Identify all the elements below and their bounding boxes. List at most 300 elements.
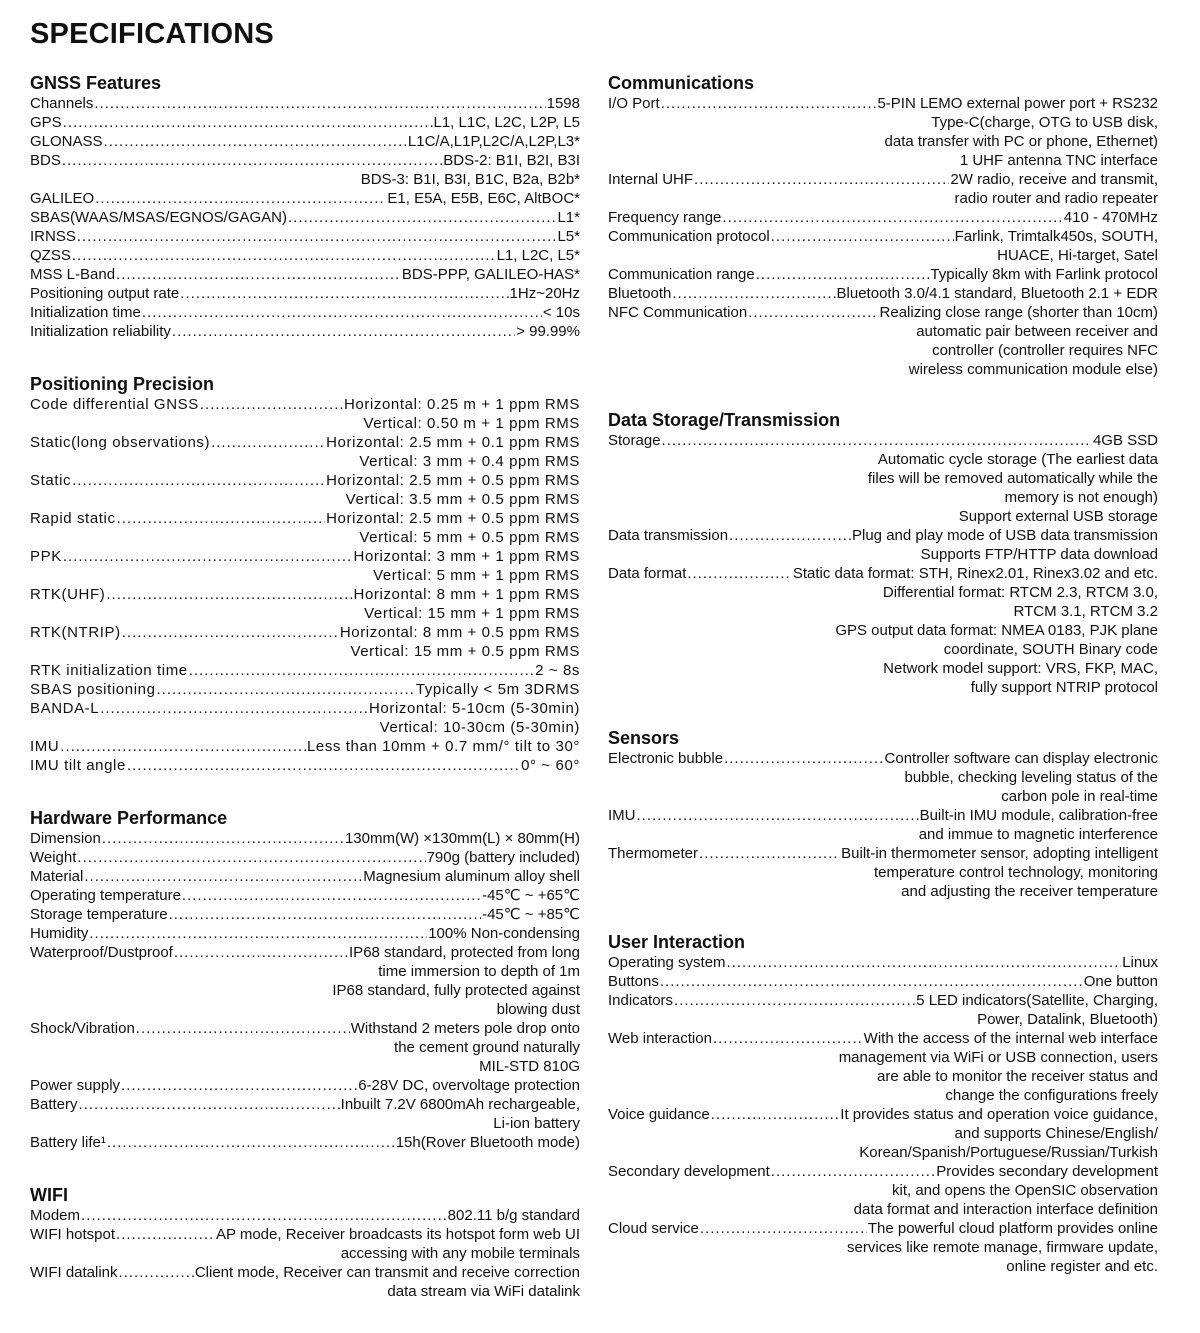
spec-label: MSS L-Band (30, 266, 116, 283)
dot-leader (94, 94, 545, 113)
spec-label: Initialization reliability (30, 323, 171, 340)
spec-value-continued: Vertical: 5 mm + 1 ppm RMS (373, 567, 580, 584)
dot-leader (748, 303, 878, 322)
spec-label: Channels (30, 95, 94, 112)
section-heading: GNSS Features (30, 73, 162, 93)
spec-communication-range (608, 265, 1158, 284)
spec-bds (30, 151, 580, 189)
spec-dimension (30, 829, 580, 848)
spec-value-continued: Differential format: RTCM 2.3, RTCM 3.0, (882, 584, 1158, 601)
spec-label: Battery (30, 1096, 78, 1113)
spec-humidity (30, 924, 580, 943)
dot-leader (102, 829, 344, 848)
spec-value-continued: Support external USB storage (958, 508, 1158, 525)
spec-value: Client mode, Receiver can transmit and receive correction (194, 1264, 580, 1281)
spec-static-long-observations (30, 433, 580, 471)
spec-label: Internal UHF (608, 171, 694, 188)
spec-web-interaction (608, 1029, 1158, 1105)
spec-value-continued: GPS output data format: NMEA 0183, PJK plane (835, 622, 1158, 639)
spec-label: RTK(UHF) (30, 586, 106, 603)
dot-leader (288, 208, 556, 227)
spec-value-continued: carbon pole in real-time (1001, 788, 1158, 805)
dot-leader (106, 585, 352, 604)
spec-value: One button (1083, 973, 1158, 990)
spec-value-continued: the cement ground naturally (394, 1039, 580, 1056)
spec-value-continued: Vertical: 15 mm + 0.5 ppm RMS (350, 643, 580, 660)
spec-label: Electronic bubble (608, 750, 724, 767)
spec-value-continued: kit, and opens the OpenSIC observation (891, 1182, 1158, 1199)
spec-label: Thermometer (608, 845, 699, 862)
spec-code-differential-gnss (30, 395, 580, 433)
section-user-interaction (608, 931, 1158, 1276)
spec-nfc-communication (608, 303, 1158, 379)
spec-i-o-port (608, 94, 1158, 170)
spec-value: 5-PIN LEMO external power port + RS232 (877, 95, 1158, 112)
spec-label: Waterproof/Dustproof (30, 944, 173, 961)
spec-value: Horizontal: 0.25 m + 1 ppm RMS (343, 396, 580, 413)
spec-value-continued: 1 UHF antenna TNC interface (959, 152, 1158, 169)
spec-indicators (608, 991, 1158, 1029)
spec-value: L1C/A,L1P,L2C/A,L2P,L3* (407, 133, 580, 150)
spec-cloud-service (608, 1219, 1158, 1276)
page-title: SPECIFICATIONS (30, 18, 274, 50)
spec-label: Secondary development (608, 1163, 770, 1180)
spec-label: Initialization time (30, 304, 141, 321)
spec-value: BDS-PPP, GALILEO-HAS* (401, 266, 580, 283)
dot-leader (72, 246, 496, 265)
dot-leader (660, 972, 1083, 991)
spec-value: Typically 8km with Farlink protocol (930, 266, 1158, 283)
spec-value: Built-in IMU module, calibration-free (919, 807, 1158, 824)
spec-value: BDS-2: B1I, B2I, B3I (443, 152, 580, 169)
spec-value: E1, E5A, E5B, E6C, AltBOC* (387, 190, 580, 207)
dot-leader (81, 1206, 447, 1225)
spec-gps (30, 113, 580, 132)
spec-value: 2 ~ 8s (535, 662, 580, 679)
spec-label: Cloud service (608, 1220, 699, 1237)
right-column (608, 72, 1158, 1306)
spec-label: Storage (608, 432, 661, 449)
dot-leader (107, 1133, 395, 1152)
spec-value-continued: Vertical: 15 mm + 1 ppm RMS (364, 605, 580, 622)
spec-label: Static(long observations) (30, 434, 211, 451)
spec-value: Realizing close range (shorter than 10cm) (879, 304, 1158, 321)
dot-leader (72, 471, 325, 490)
spec-bluetooth (608, 284, 1158, 303)
spec-label: IMU (608, 807, 636, 824)
spec-value: Horizontal: 2.5 mm + 0.1 ppm RMS (326, 434, 580, 451)
spec-value: Provides secondary development (936, 1163, 1158, 1180)
spec-value-continued: accessing with any mobile terminals (340, 1245, 580, 1262)
spec-value: Typically < 5m 3DRMS (415, 681, 580, 698)
section-heading: WIFI (30, 1185, 68, 1205)
spec-wifi-datalink (30, 1263, 580, 1301)
spec-mss-l-band (30, 265, 580, 284)
spec-storage-temperature (30, 905, 580, 924)
dot-leader (174, 943, 348, 962)
spec-value: 2W radio, receive and transmit, (950, 171, 1158, 188)
spec-value: Less than 10mm + 0.7 mm/° tilt to 30° (306, 738, 580, 755)
spec-value-continued: MIL-STD 810G (479, 1058, 580, 1075)
section-gnss-features (30, 72, 580, 341)
spec-ppk (30, 547, 580, 585)
spec-label: Static (30, 472, 72, 489)
spec-label: Web interaction (608, 1030, 712, 1047)
spec-imu (30, 737, 580, 756)
spec-data-transmission (608, 526, 1158, 564)
dot-leader (116, 1225, 215, 1244)
dot-leader (211, 433, 325, 452)
dot-leader (121, 1076, 357, 1095)
spec-value: L1, L2C, L5* (496, 247, 580, 264)
spec-value-continued: Supports FTP/HTTP data download (920, 546, 1158, 563)
spec-banda-l (30, 699, 580, 737)
spec-label: Buttons (608, 973, 659, 990)
spec-label: Communication range (608, 266, 755, 283)
spec-label: Frequency range (608, 209, 722, 226)
section-heading: Hardware Performance (30, 808, 228, 828)
dot-leader (172, 322, 515, 341)
spec-value: Bluetooth 3.0/4.1 standard, Bluetooth 2.1 + EDR (836, 285, 1158, 302)
spec-value: L1* (557, 209, 580, 226)
dot-leader (771, 227, 954, 246)
spec-label: Code differential GNSS (30, 396, 199, 413)
dot-leader (771, 1162, 935, 1181)
spec-value: Static data format: STH, Rinex2.01, Rinex3.02 and etc. (792, 565, 1158, 582)
spec-thermometer (608, 844, 1158, 901)
spec-label: Data format (608, 565, 687, 582)
spec-value: AP mode, Receiver broadcasts its hotspot form web UI (215, 1226, 580, 1243)
section-wifi (30, 1184, 580, 1301)
spec-value-continued: time immersion to depth of 1m (378, 963, 580, 980)
spec-value: 100% Non-condensing (428, 925, 580, 942)
dot-leader (711, 1105, 840, 1124)
dot-leader (119, 1263, 194, 1282)
spec-irnss (30, 227, 580, 246)
spec-frequency-range (608, 208, 1158, 227)
spec-label: Modem (30, 1207, 81, 1224)
spec-positioning-output-rate (30, 284, 580, 303)
spec-value-continued: Korean/Spanish/Portuguese/Russian/Turkish (859, 1144, 1158, 1161)
spec-value: 802.11 b/g standard (447, 1207, 580, 1224)
spec-rapid-static (30, 509, 580, 547)
section-heading: Communications (608, 73, 755, 93)
spec-modem (30, 1206, 580, 1225)
spec-value: 790g (battery included) (426, 849, 580, 866)
spec-value: Farlink, Trimtalk450s, SOUTH, (954, 228, 1158, 245)
spec-value: Linux (1122, 954, 1158, 971)
spec-value: Inbuilt 7.2V 6800mAh rechargeable, (340, 1096, 580, 1113)
spec-value-continued: and supports Chinese/English/ (954, 1125, 1158, 1142)
spec-value-continued: Vertical: 0.50 m + 1 ppm RMS (363, 415, 580, 432)
spec-value-continued: Li-ion battery (493, 1115, 580, 1132)
spec-galileo (30, 189, 580, 208)
spec-value-continued: bubble, checking leveling status of the (904, 769, 1158, 786)
spec-rtk-ntrip (30, 623, 580, 661)
spec-label: GPS (30, 114, 62, 131)
spec-value-continued: BDS-3: B1I, B3I, B1C, B2a, B2b* (360, 171, 580, 188)
spec-value: Plug and play mode of USB data transmission (852, 527, 1158, 544)
spec-value-continued: Vertical: 5 mm + 0.5 ppm RMS (359, 529, 580, 546)
spec-value: Built-in thermometer sensor, adopting intelligent (841, 845, 1158, 862)
spec-label: Communication protocol (608, 228, 770, 245)
spec-value-continued: data transfer with PC or phone, Ethernet) (884, 133, 1158, 150)
spec-label: BANDA-L (30, 700, 100, 717)
spec-data-format (608, 564, 1158, 697)
spec-wifi-hotspot (30, 1225, 580, 1263)
spec-battery-life (30, 1133, 580, 1152)
dot-leader (136, 1019, 350, 1038)
spec-label: Battery life¹ (30, 1134, 106, 1151)
spec-value-continued: coordinate, SOUTH Binary code (943, 641, 1158, 658)
spec-value-continued: Network model support: VRS, FKP, MAC, (883, 660, 1158, 677)
dot-leader (157, 680, 415, 699)
spec-label: GALILEO (30, 190, 95, 207)
spec-power-supply (30, 1076, 580, 1095)
dot-leader (724, 749, 883, 768)
spec-value-continued: services like remote manage, firmware update, (847, 1239, 1158, 1256)
spec-label: Voice guidance (608, 1106, 710, 1123)
spec-channels (30, 94, 580, 113)
spec-label: SBAS positioning (30, 681, 156, 698)
spec-label: WIFI hotspot (30, 1226, 116, 1243)
dot-leader (60, 737, 306, 756)
dot-leader (661, 94, 877, 113)
section-heading: Data Storage/Transmission (608, 410, 841, 430)
spec-secondary-development (608, 1162, 1158, 1219)
spec-label: IMU tilt angle (30, 757, 126, 774)
spec-value-continued: Type-C(charge, OTG to USB disk, (931, 114, 1158, 131)
spec-value-continued: memory is not enough) (1004, 489, 1158, 506)
dot-leader (182, 886, 481, 905)
spec-imu-tilt-angle (30, 756, 580, 775)
spec-label: Weight (30, 849, 77, 866)
spec-material (30, 867, 580, 886)
section-hardware-performance (30, 807, 580, 1152)
spec-label: Rapid static (30, 510, 116, 527)
spec-value: Horizontal: 5-10cm (5-30min) (368, 700, 580, 717)
spec-sbas-waas-msas-egnos-gagan (30, 208, 580, 227)
spec-value-continued: management via WiFi or USB connection, users (838, 1049, 1158, 1066)
dot-leader (79, 1095, 340, 1114)
section-sensors (608, 727, 1158, 901)
dot-leader (637, 806, 919, 825)
spec-value: 5 LED indicators(Satellite, Charging, (916, 992, 1158, 1009)
spec-value: Controller software can display electronic (884, 750, 1158, 767)
spec-value: It provides status and operation voice guidance, (840, 1106, 1158, 1123)
left-column (30, 72, 580, 1333)
section-communications (608, 72, 1158, 379)
spec-operating-temperature (30, 886, 580, 905)
spec-value-continued: radio router and radio repeater (954, 190, 1158, 207)
dot-leader (169, 905, 482, 924)
spec-label: Indicators (608, 992, 674, 1009)
spec-voice-guidance (608, 1105, 1158, 1162)
dot-leader (672, 284, 835, 303)
spec-weight (30, 848, 580, 867)
spec-value: Magnesium aluminum alloy shell (363, 868, 580, 885)
spec-value: 1Hz~20Hz (509, 285, 580, 302)
spec-imu (608, 806, 1158, 844)
dot-leader (756, 265, 930, 284)
section-heading: User Interaction (608, 932, 746, 952)
spec-initialization-time (30, 303, 580, 322)
spec-label: BDS (30, 152, 61, 169)
spec-value: 130mm(W) ×130mm(L) × 80mm(H) (344, 830, 580, 847)
spec-value: Horizontal: 8 mm + 0.5 ppm RMS (339, 624, 580, 641)
spec-label: QZSS (30, 247, 71, 264)
spec-label: Data transmission (608, 527, 729, 544)
spec-value: Withstand 2 meters pole drop onto (350, 1020, 580, 1037)
dot-leader (104, 132, 407, 151)
dot-leader (189, 661, 534, 680)
dot-leader (84, 867, 362, 886)
spec-label: Humidity (30, 925, 89, 942)
spec-internal-uhf (608, 170, 1158, 208)
spec-rtk-uhf (30, 585, 580, 623)
spec-value-continued: controller (controller requires NFC (932, 342, 1158, 359)
spec-value: 0° ~ 60° (521, 757, 580, 774)
spec-label: PPK (30, 548, 62, 565)
dot-leader (722, 208, 1062, 227)
spec-label: Material (30, 868, 84, 885)
dot-leader (77, 227, 557, 246)
spec-label: Operating temperature (30, 887, 181, 904)
spec-value-continued: Vertical: 10-30cm (5-30min) (379, 719, 580, 736)
spec-value: The powerful cloud platform provides online (867, 1220, 1158, 1237)
spec-value-continued: online register and etc. (1006, 1258, 1158, 1275)
spec-value: Horizontal: 2.5 mm + 0.5 ppm RMS (326, 510, 580, 527)
dot-leader (687, 564, 791, 583)
spec-static (30, 471, 580, 509)
spec-label: SBAS(WAAS/MSAS/EGNOS/GAGAN) (30, 209, 287, 226)
spec-label: WIFI datalink (30, 1264, 118, 1281)
dot-leader (142, 303, 542, 322)
spec-waterproof-dustproof (30, 943, 580, 1019)
spec-value-continued: fully support NTRIP protocol (970, 679, 1158, 696)
dot-leader (180, 284, 508, 303)
dot-leader (100, 699, 368, 718)
spec-value: 4GB SSD (1092, 432, 1158, 449)
spec-label: IMU (30, 738, 60, 755)
spec-qzss (30, 246, 580, 265)
spec-label: Operating system (608, 954, 726, 971)
dot-leader (713, 1029, 863, 1048)
dot-leader (95, 189, 386, 208)
spec-label: Dimension (30, 830, 101, 847)
dot-leader (116, 265, 401, 284)
spec-value-continued: data format and interaction interface definition (853, 1201, 1158, 1218)
spec-value-continued: RTCM 3.1, RTCM 3.2 (1013, 603, 1158, 620)
spec-label: Bluetooth (608, 285, 672, 302)
dot-leader (77, 848, 425, 867)
spec-value: Horizontal: 2.5 mm + 0.5 ppm RMS (326, 472, 580, 489)
spec-operating-system (608, 953, 1158, 972)
spec-value-continued: change the configurations freely (945, 1087, 1158, 1104)
spec-value: 6-28V DC, overvoltage protection (358, 1077, 580, 1094)
spec-label: Positioning output rate (30, 285, 180, 302)
spec-value-continued: Automatic cycle storage (The earliest data (877, 451, 1158, 468)
spec-buttons (608, 972, 1158, 991)
spec-label: Storage temperature (30, 906, 168, 923)
dot-leader (700, 1219, 867, 1238)
dot-leader (694, 170, 949, 189)
spec-value: 15h(Rover Bluetooth mode) (395, 1134, 580, 1151)
spec-storage (608, 431, 1158, 526)
spec-value-continued: temperature control technology, monitoring (873, 864, 1158, 881)
dot-leader (699, 844, 840, 863)
spec-label: I/O Port (608, 95, 660, 112)
spec-label: Power supply (30, 1077, 121, 1094)
spec-communication-protocol (608, 227, 1158, 265)
spec-value: 410 - 470MHz (1063, 209, 1158, 226)
spec-value-continued: and immue to magnetic interference (918, 826, 1158, 843)
spec-value-continued: wireless communication module else) (908, 361, 1158, 378)
spec-value: Horizontal: 8 mm + 1 ppm RMS (353, 586, 580, 603)
dot-leader (127, 756, 520, 775)
dot-leader (729, 526, 851, 545)
section-positioning-precision (30, 373, 580, 775)
spec-value-continued: Power, Datalink, Bluetooth) (977, 1011, 1158, 1028)
dot-leader (62, 151, 442, 170)
spec-value: L1, L1C, L2C, L2P, L5 (433, 114, 580, 131)
spec-value-continued: data stream via WiFi datalink (387, 1283, 580, 1300)
spec-rtk-initialization-time (30, 661, 580, 680)
spec-value-continued: Vertical: 3.5 mm + 0.5 ppm RMS (345, 491, 580, 508)
dot-leader (674, 991, 915, 1010)
spec-value: > 99.99% (516, 323, 580, 340)
spec-glonass (30, 132, 580, 151)
section-heading: Positioning Precision (30, 374, 215, 394)
spec-battery (30, 1095, 580, 1133)
spec-shock-vibration (30, 1019, 580, 1076)
spec-value-continued: and adjusting the receiver temperature (901, 883, 1158, 900)
spec-value: IP68 standard, protected from long (349, 944, 580, 961)
spec-label: IRNSS (30, 228, 76, 245)
spec-value-continued: HUACE, Hi-target, Satel (997, 247, 1158, 264)
spec-initialization-reliability (30, 322, 580, 341)
dot-leader (63, 547, 353, 566)
dot-leader (63, 113, 433, 132)
spec-label: RTK(NTRIP) (30, 624, 121, 641)
spec-value-continued: Vertical: 3 mm + 0.4 ppm RMS (359, 453, 580, 470)
spec-value-continued: files will be removed automatically while the (867, 470, 1158, 487)
dot-leader (662, 431, 1092, 450)
dot-leader (122, 623, 339, 642)
dot-leader (727, 953, 1122, 972)
dot-leader (117, 509, 326, 528)
spec-electronic-bubble (608, 749, 1158, 806)
spec-value: 1598 (546, 95, 580, 112)
section-data-storage-transmission (608, 409, 1158, 697)
spec-value: Horizontal: 3 mm + 1 ppm RMS (353, 548, 580, 565)
spec-label: Shock/Vibration (30, 1020, 135, 1037)
section-heading: Sensors (608, 728, 680, 748)
spec-value-continued: are able to monitor the receiver status and (877, 1068, 1158, 1085)
dot-leader (200, 395, 343, 414)
spec-value-continued: IP68 standard, fully protected against (332, 982, 580, 999)
dot-leader (89, 924, 427, 943)
spec-value: < 10s (542, 304, 580, 321)
spec-label: GLONASS (30, 133, 103, 150)
spec-value: L5* (557, 228, 580, 245)
spec-value: With the access of the internal web interface (863, 1030, 1158, 1047)
spec-sbas-positioning (30, 680, 580, 699)
spec-value-continued: automatic pair between receiver and (916, 323, 1158, 340)
spec-label: RTK initialization time (30, 662, 188, 679)
spec-label: NFC Communication (608, 304, 748, 321)
spec-value: -45℃ ~ +85℃ (482, 906, 580, 923)
